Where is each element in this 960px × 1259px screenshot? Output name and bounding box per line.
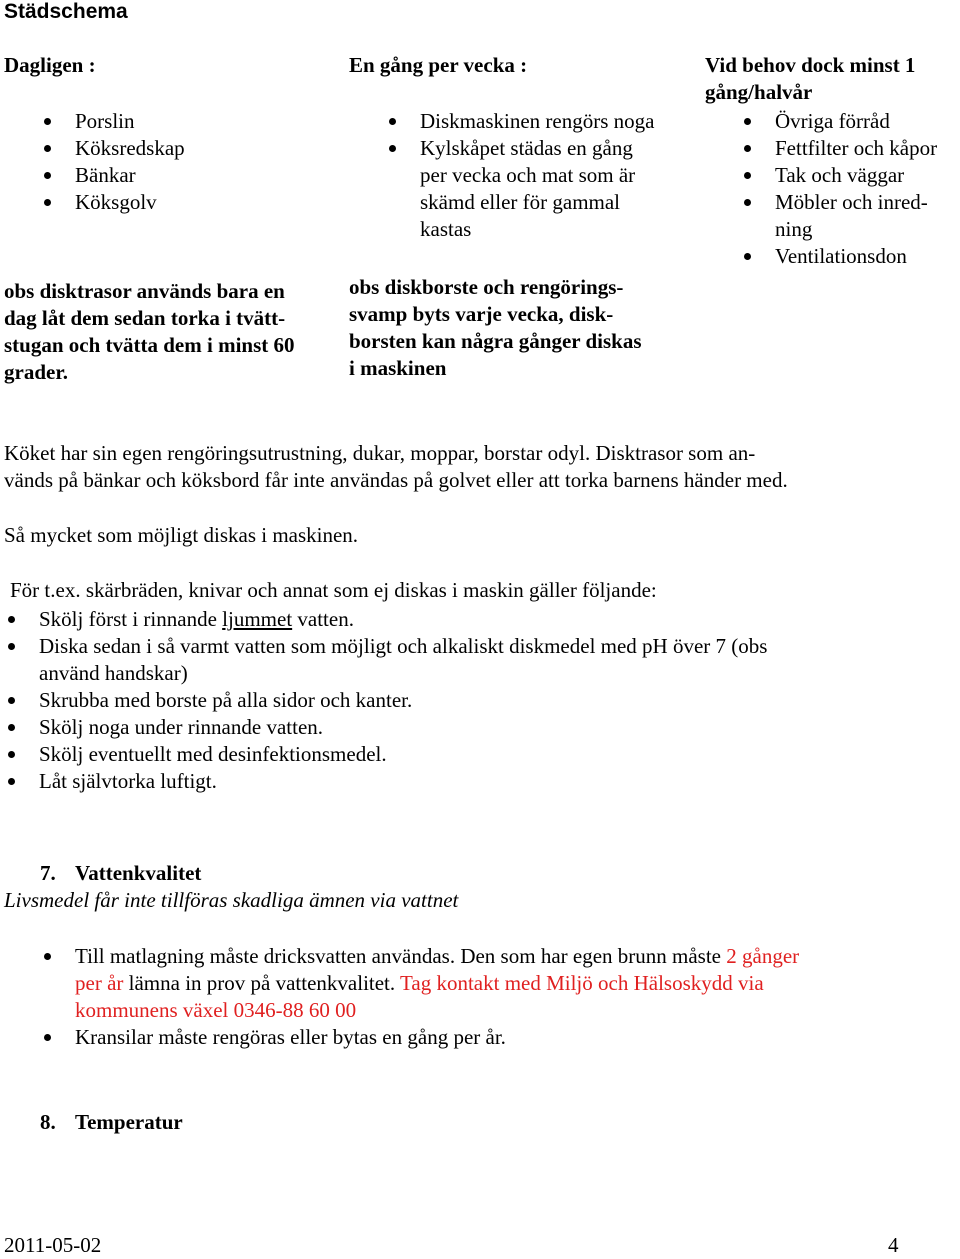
section-title: Temperatur [75,1110,183,1134]
footer-date: 2011-05-02 [4,1233,102,1257]
item-line: Ventilationsdon [775,244,907,268]
heading-line: gång/halvår [705,80,813,104]
list-item: Låt självtorka luftigt. [4,768,904,795]
manual-wash-intro: För t.ex. skärbräden, knivar och annat som ej diskas i maskin gäller följande: [10,578,657,602]
as-needed-list [705,108,960,270]
daily-list [4,108,334,216]
note-line: stugan och tvätta dem i minst 60 [4,333,295,357]
note-line: obs disktrasor används bara en [4,279,285,303]
page-number: 4 [888,1233,899,1257]
item-line [75,970,904,997]
list-item [705,243,960,270]
page-title: Städschema [4,0,128,23]
item-line: Fettfilter och kåpor [775,136,938,160]
item-highlight: 2 gånger [726,944,800,968]
list-item [705,162,960,189]
item-line: per vecka och mat som är [420,163,636,187]
list-item [705,189,960,243]
item-line: ning [775,217,813,241]
weekly-list [349,108,699,243]
list-item: Bänkar [4,162,334,189]
item-highlight: Tag kontakt med Miljö och Hälsoskydd via [400,971,764,995]
note-line: dag låt dem sedan torka i tvätt- [4,306,286,330]
list-item [4,943,904,1024]
item-line: Övriga förråd [775,109,890,133]
wash-steps-list [4,606,904,795]
section-8-heading [40,1109,183,1136]
list-item: Kransilar måste rengöras eller bytas en gång per år. [4,1024,904,1051]
item-line: skämd eller för gammal [420,190,621,214]
step-text: Skölj först i rinnande [39,607,223,631]
item-line: Möbler och inred- [775,190,928,214]
step-emphasis: ljummet [222,607,293,631]
item-text: lämna in prov på vattenkvalitet. [123,971,401,995]
note-line: obs diskborste och rengörings- [349,275,624,299]
item-highlight: per år [75,971,124,995]
item-line: kastas [420,217,472,241]
section-title: Vattenkvalitet [75,861,202,885]
step-line: Diska sedan i så varmt vatten som möjligt och alkaliskt diskmedel med pH över 7 (obs [39,634,768,658]
note-line: svamp byts varje vecka, disk- [349,302,614,326]
note-line: borsten kan några gånger diskas [349,329,642,353]
dishwasher-paragraph: Så mycket som möjligt diskas i maskinen. [4,523,359,547]
step-line: använd handskar) [39,661,188,685]
list-item [349,135,699,243]
equipment-paragraph [4,440,924,494]
section-7-subtitle: Livsmedel får inte tillföras skadliga ämnen via vattnet [4,888,459,912]
item-highlight: kommunens växel 0346-88 60 00 [75,998,357,1022]
note-line: i maskinen [349,356,447,380]
list-item: Köksgolv [4,189,334,216]
list-item: Skölj noga under rinnande vatten. [4,714,904,741]
item-line: Diskmaskinen rengörs noga [420,109,655,133]
list-item [349,108,699,135]
daily-heading: Dagligen : [4,53,96,77]
section-7-heading [40,860,201,887]
list-item: Skrubba med borste på alla sidor och kanter. [4,687,904,714]
item-text: Till matlagning måste dricksvatten användas. Den som har egen brunn måste [75,944,727,968]
as-needed-heading [705,52,960,106]
item-line [75,997,904,1024]
list-item: Porslin [4,108,334,135]
item-line: Kylskåpet städas en gång [420,136,633,160]
list-item: Skölj eventuellt med desinfektionsmedel. [4,741,904,768]
section-number: 8. [40,1110,56,1134]
list-item [4,606,904,633]
daily-note [4,278,344,386]
paragraph-line: Köket har sin egen rengöringsutrustning, dukar, moppar, borstar odyl. Disktrasor som an- [4,441,756,465]
item-line: Tak och väggar [775,163,905,187]
step-text: vatten. [292,607,354,631]
water-list [4,943,904,1051]
list-item [705,135,960,162]
list-item [4,633,904,687]
item-line [75,943,904,970]
paragraph-line: vänds på bänkar och köksbord får inte användas på golvet eller att torka barnens händer med. [4,468,788,492]
weekly-heading: En gång per vecka : [349,53,528,77]
heading-line: Vid behov dock minst 1 [705,53,916,77]
list-item [705,108,960,135]
list-item: Köksredskap [4,135,334,162]
note-line: grader. [4,360,68,384]
weekly-note [349,274,699,382]
section-number: 7. [40,861,56,885]
